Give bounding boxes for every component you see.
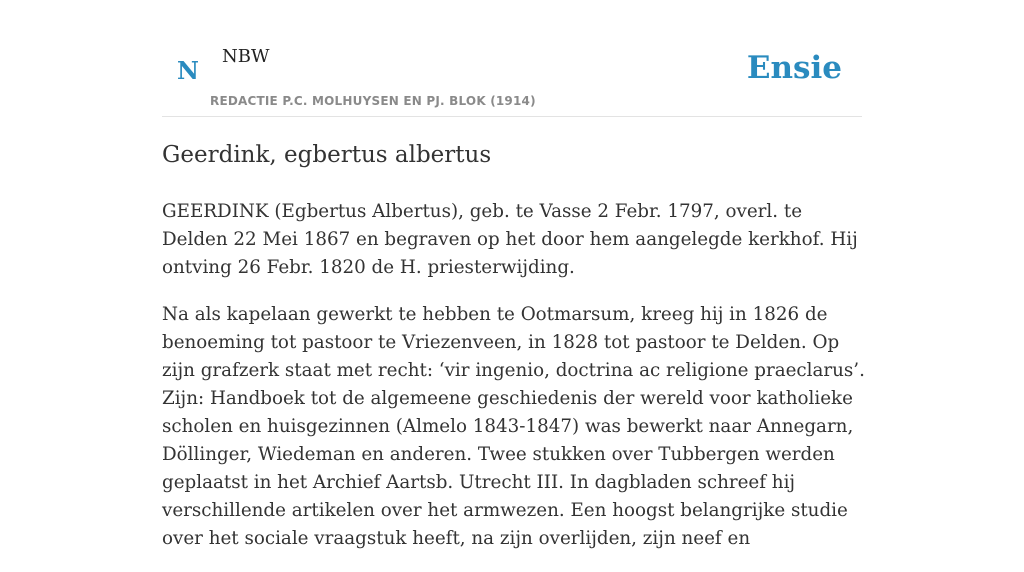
article-paragraph: GEERDINK (Egbertus Albertus), geb. te Vasse 2 Febr. 1797, overl. te Delden 22 Mei 1867 en begraven op het door hem aangelegde kerkhof. Hij ontving 26 Febr. 1820 de H. priesterwijding. bbox=[162, 201, 858, 278]
article-paragraph: Na als kapelaan gewerkt te hebben te Ootmarsum, kreeg hij in 1826 de benoeming tot pastoor te Vriezenveen, in 1828 tot pastoor te Delden. Op zijn grafzerk staat met recht: ‘vir ingenio, doctrina ac religione praeclarus’. Zijn: Handboek tot de algemeene geschiedenis der wereld voor katholieke scholen en huisgezinnen (Almelo 1843-1847) was bewerkt naar Annegarn, Döllinger, Wiedeman en anderen. Twee stukken over Tubbergen werden geplaatst in het Archief Aartsb. Utrecht III. In dagbladen schreef hij verschillende artikelen over het armwezen. Een hoogst belangrijke studie over het sociale vraagstuk heeft, na zijn overlijden, zijn neef en bbox=[162, 304, 865, 549]
source-title[interactable]: NBW bbox=[222, 46, 270, 67]
source-logo[interactable]: N bbox=[177, 56, 199, 85]
page-header bbox=[162, 0, 862, 117]
source-subtitle: REDACTIE P.C. MOLHUYSEN EN PJ. BLOK (1914) bbox=[210, 94, 536, 108]
article-title: Geerdink, egbertus albertus bbox=[162, 142, 492, 168]
article bbox=[162, 140, 867, 572]
brand-logo[interactable]: Ensie bbox=[746, 50, 842, 86]
